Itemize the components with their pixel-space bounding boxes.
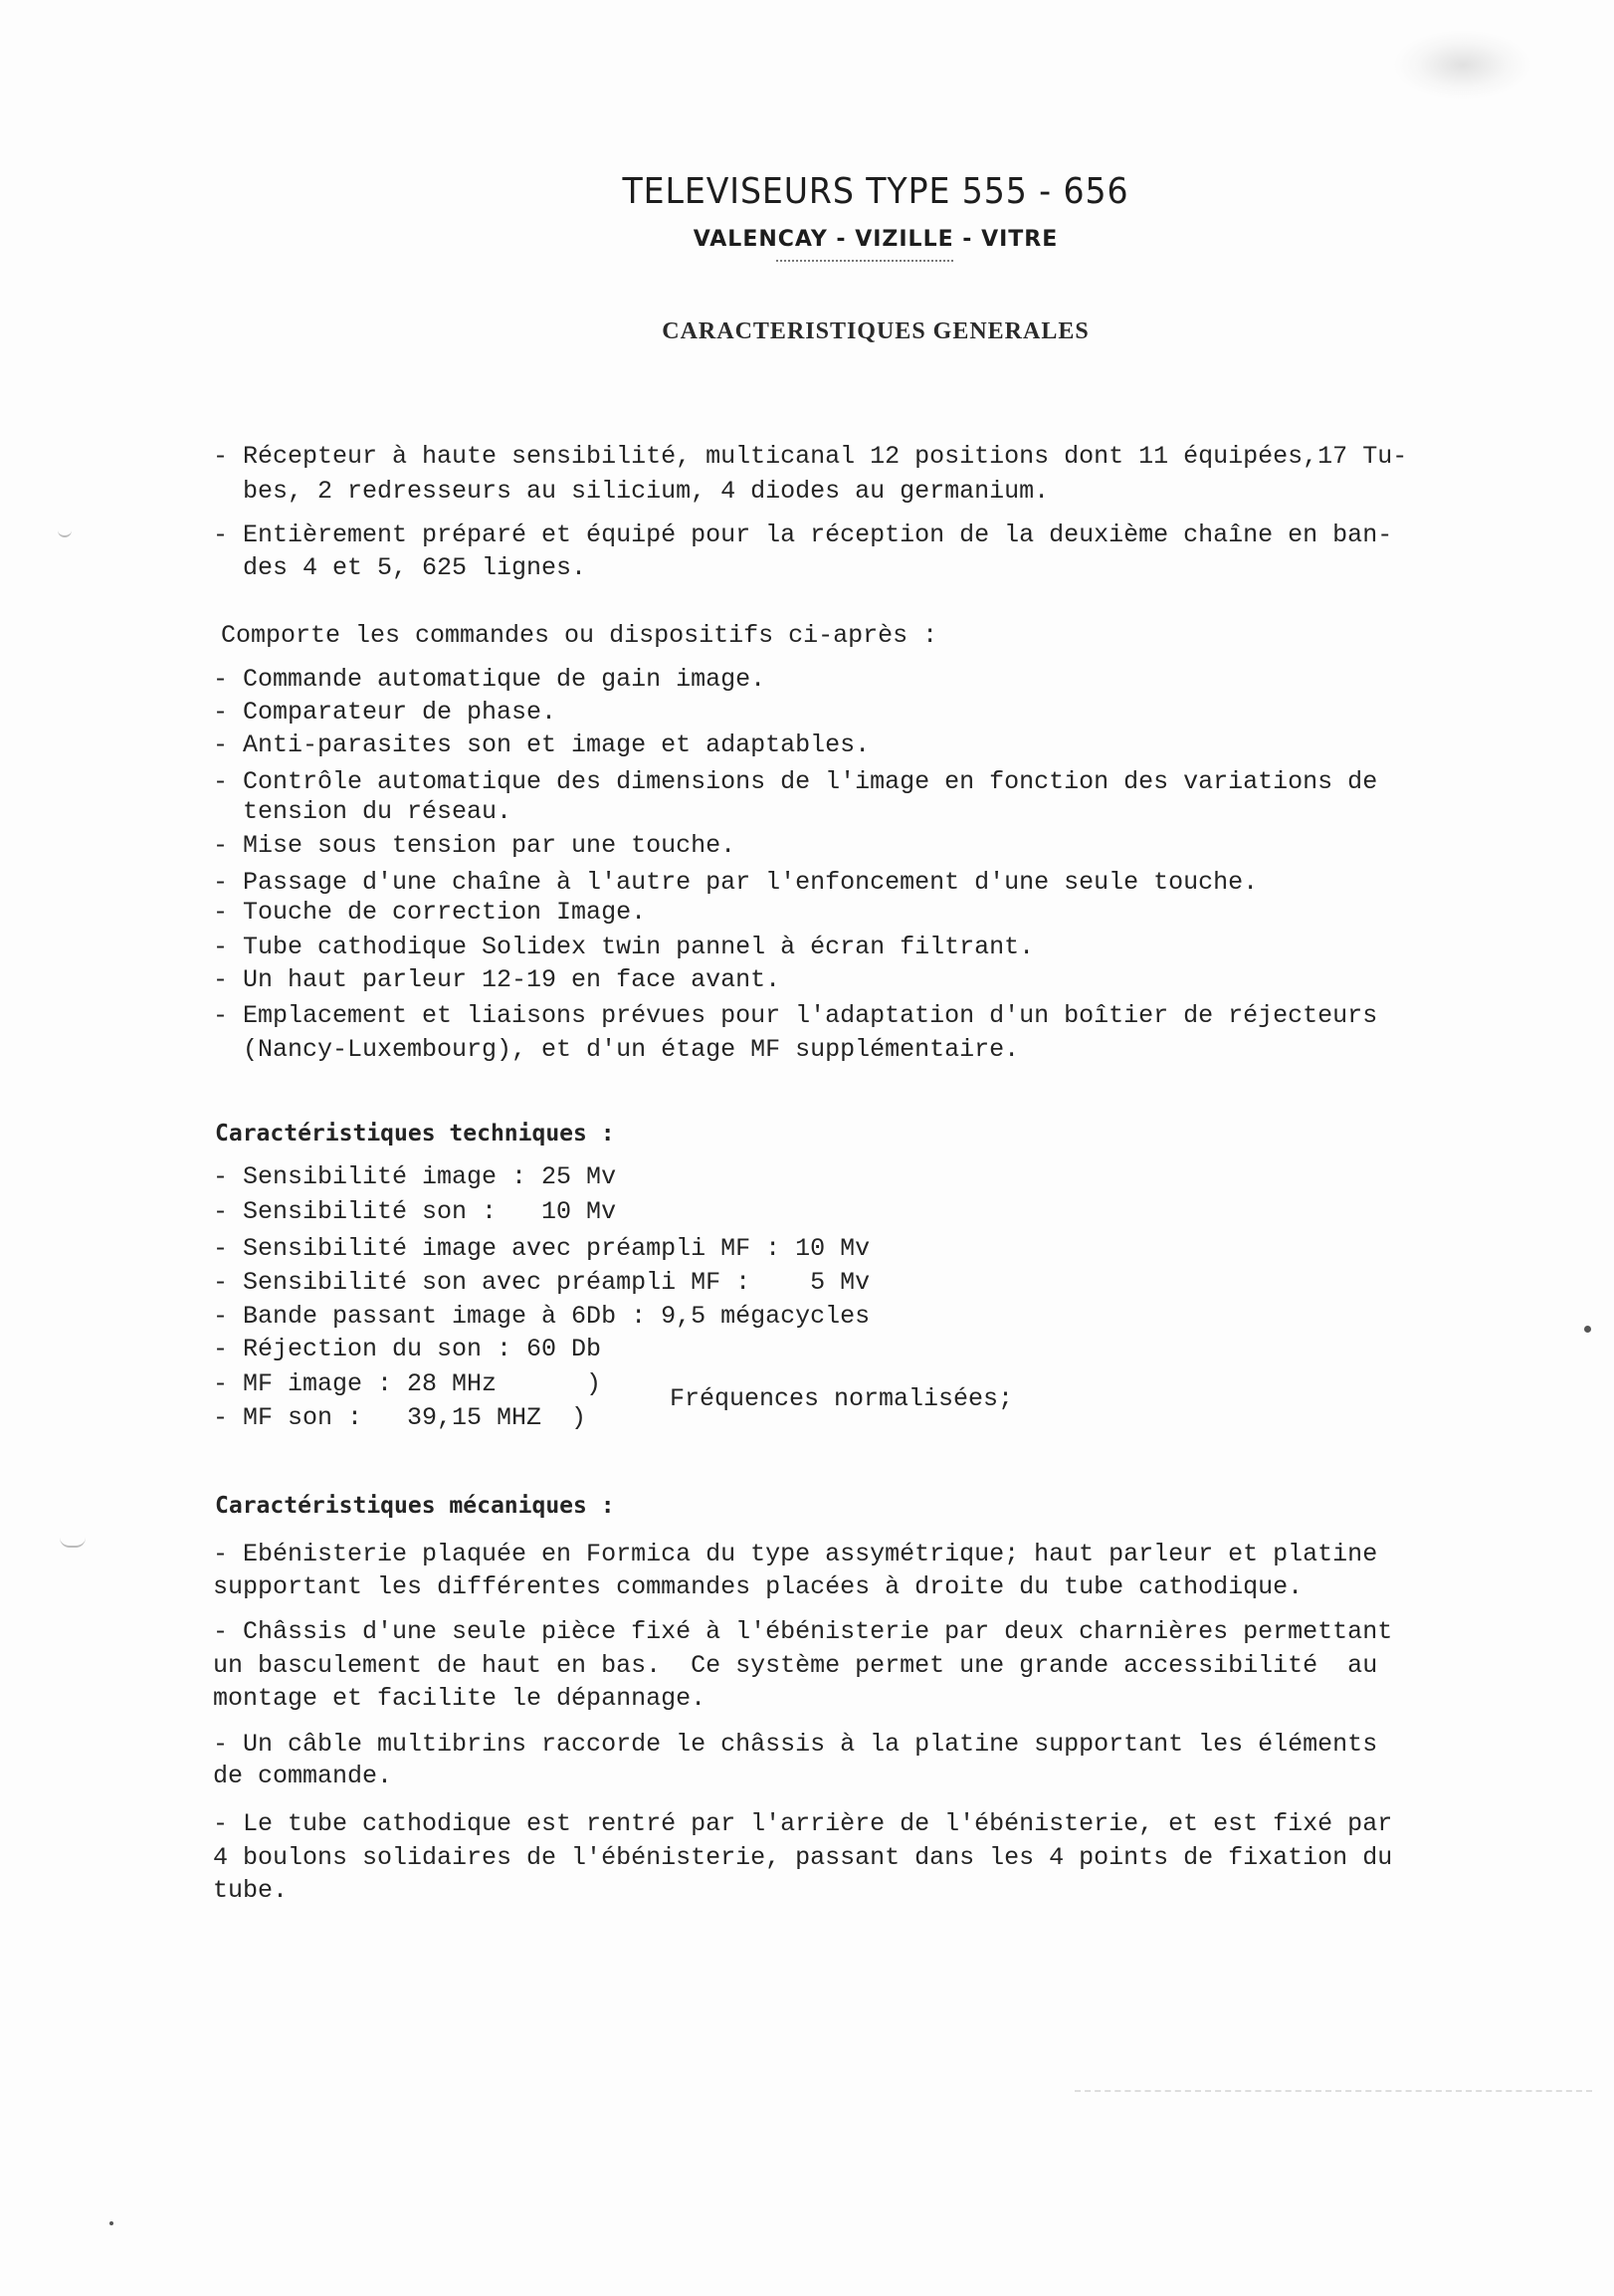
technical-item: - Sensibilité son : 10 Mv bbox=[213, 1197, 617, 1226]
technical-item: - MF son : 39,15 MHZ ) bbox=[213, 1403, 587, 1432]
ink-dot bbox=[109, 2221, 113, 2225]
command-item: - Emplacement et liaisons prévues pour l'adaptation d'un boîtier de réjecteurs bbox=[213, 1001, 1378, 1030]
commands-heading: Comporte les commandes ou dispositifs ci-après : bbox=[221, 621, 938, 650]
mechanical-item: - Un câble multibrins raccorde le châssis à la platine supportant les éléments bbox=[213, 1730, 1378, 1759]
mechanical-item: montage et facilite le dépannage. bbox=[213, 1684, 706, 1713]
command-item: - Comparateur de phase. bbox=[213, 698, 557, 727]
technical-item: - Sensibilité image avec préampli MF : 10 Mv bbox=[213, 1234, 871, 1263]
mechanical-item: - Châssis d'une seule pièce fixé à l'ébénisterie par deux charnières permettant bbox=[213, 1617, 1393, 1646]
command-item: - Anti-parasites son et image et adaptables. bbox=[213, 731, 871, 759]
page-subtitle: VALENCAY - VIZILLE - VITRE bbox=[693, 227, 1059, 252]
intro-line: bes, 2 redresseurs au silicium, 4 diodes au germanium. bbox=[213, 477, 1050, 506]
command-item: - Passage d'une chaîne à l'autre par l'enfoncement d'une seule touche. bbox=[213, 868, 1259, 897]
hole-mark bbox=[58, 525, 72, 537]
ink-dot bbox=[1584, 1326, 1591, 1333]
paper-edge bbox=[1075, 2090, 1592, 2092]
paper-smudge bbox=[1393, 30, 1532, 100]
mechanical-item: - Le tube cathodique est rentré par l'arrière de l'ébénisterie, et est fixé par bbox=[213, 1809, 1393, 1838]
technical-item: - MF image : 28 MHz ) bbox=[213, 1369, 602, 1398]
command-item: (Nancy-Luxembourg), et d'un étage MF supplémentaire. bbox=[213, 1035, 1020, 1064]
intro-line: - Récepteur à haute sensibilité, multicanal 12 positions dont 11 équipées,17 Tu- bbox=[213, 442, 1408, 471]
command-item: - Commande automatique de gain image. bbox=[213, 665, 766, 694]
command-item: - Mise sous tension par une touche. bbox=[213, 831, 736, 860]
mechanical-item: - Ebénisterie plaquée en Formica du type assymétrique; haut parleur et platine bbox=[213, 1540, 1378, 1568]
command-item: - Touche de correction Image. bbox=[213, 898, 647, 927]
command-item: - Un haut parleur 12-19 en face avant. bbox=[213, 965, 781, 994]
mechanical-item: supportant les différentes commandes placées à droite du tube cathodique. bbox=[213, 1572, 1304, 1601]
technical-item: - Réjection du son : 60 Db bbox=[213, 1335, 602, 1363]
page-title: TELEVISEURS TYPE 555 - 656 bbox=[622, 171, 1129, 212]
command-item: - Contrôle automatique des dimensions de l'image en fonction des variations de bbox=[213, 767, 1378, 796]
mechanical-item: de commande. bbox=[213, 1762, 393, 1790]
frequency-note: Fréquences normalisées; bbox=[670, 1384, 1014, 1413]
intro-line: - Entièrement préparé et équipé pour la réception de la deuxième chaîne en ban- bbox=[213, 521, 1393, 549]
technical-item: - Sensibilité son avec préampli MF : 5 Mv bbox=[213, 1268, 871, 1297]
technical-item: - Bande passant image à 6Db : 9,5 mégacycles bbox=[213, 1302, 871, 1331]
command-item: - Tube cathodique Solidex twin pannel à écran filtrant. bbox=[213, 933, 1035, 961]
mechanical-item: un basculement de haut en bas. Ce système permet une grande accessibilité au bbox=[213, 1651, 1378, 1680]
subtitle-underline bbox=[776, 260, 953, 262]
mechanical-item: 4 boulons solidaires de l'ébénisterie, passant dans les 4 points de fixation du bbox=[213, 1843, 1393, 1872]
technical-heading: Caractéristiques techniques : bbox=[215, 1121, 615, 1147]
hole-mark bbox=[60, 1536, 86, 1548]
command-item: tension du réseau. bbox=[213, 797, 512, 826]
technical-item: - Sensibilité image : 25 Mv bbox=[213, 1162, 617, 1191]
mechanical-heading: Caractéristiques mécaniques : bbox=[215, 1493, 615, 1519]
section-heading: CARACTERISTIQUES GENERALES bbox=[662, 318, 1090, 344]
intro-line: des 4 et 5, 625 lignes. bbox=[213, 553, 587, 582]
mechanical-item: tube. bbox=[213, 1876, 289, 1905]
